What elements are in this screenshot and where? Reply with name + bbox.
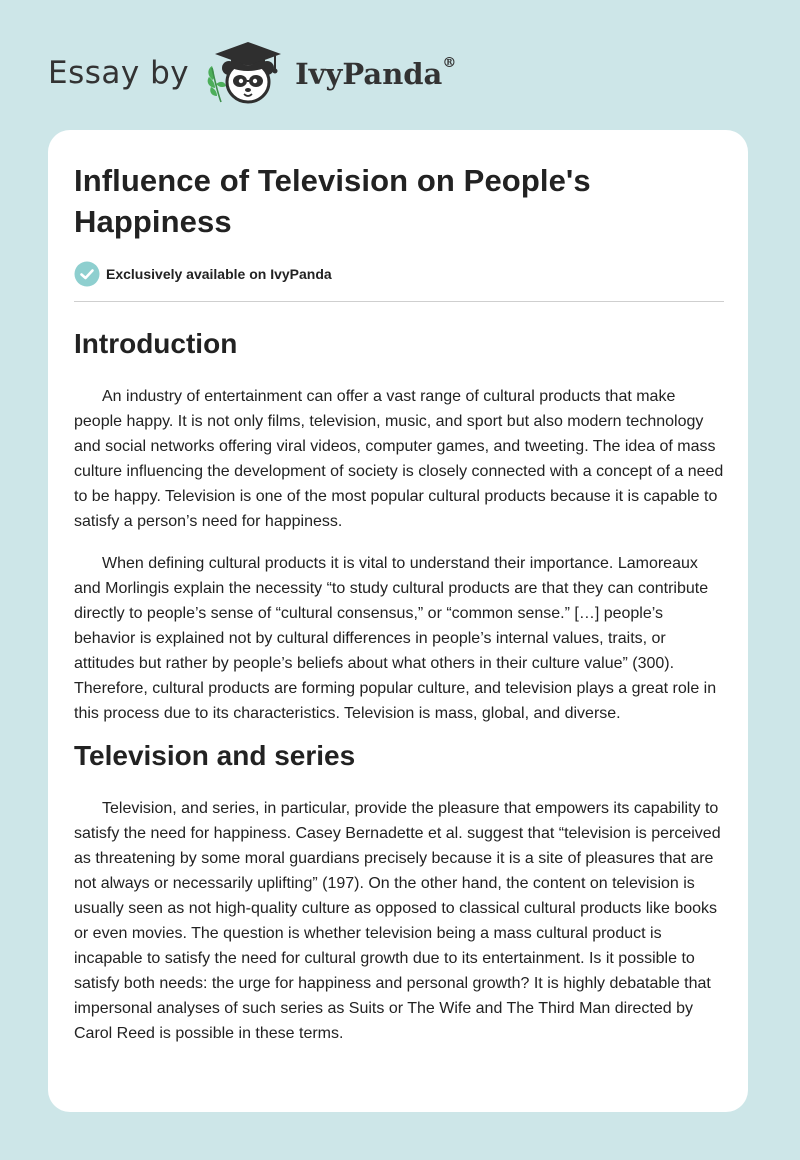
page-title: Influence of Television on People's Happiness [74, 163, 591, 239]
paragraph: When defining cultural products it is vital to understand their importance. Lamoreaux and Morlingis explain the necessity “to study cultural products are that they can contribute directly to people’s sense of “cultural consensus,” or “common sense.” […] people’s behavior is explained not by cultural differences in people’s internal values, traits, or attitudes but rather by people’s beliefs about what others in their culture value” (300). Therefore, cultural products are forming popular culture, and television plays a great role in this process due to its characteristics. Television is mass, global, and diverse. [74, 555, 717, 722]
section-introduction [74, 326, 724, 726]
section-heading: Television and series [74, 740, 356, 771]
essay-by-label: Essay by [48, 55, 190, 91]
section-heading: Introduction [74, 328, 238, 359]
check-circle-icon [74, 261, 100, 287]
exclusive-badge-text: Exclusively available on IvyPanda [106, 266, 332, 282]
title-divider [74, 301, 724, 302]
panda-graduation-cap-icon[interactable] [203, 36, 293, 108]
essay-content [74, 160, 724, 1046]
brand-name[interactable]: IvyPanda® [295, 55, 457, 91]
site-header [48, 36, 456, 108]
section-television-and-series [74, 738, 724, 1046]
essay-card [48, 130, 748, 1112]
paragraph: Television, and series, in particular, provide the pleasure that empowers its capability to satisfy the need for happiness. Casey Bernadette et al. suggest that “television is perceived as threatening by some moral guardians precisely because it is a site of pleasures that are not always or necessarily uplifting” (197). On the other hand, the content on television is usually seen as not high-quality culture as opposed to classical cultural products like books or even movies. The question is whether television being a mass cultural product is incapable to satisfy the need for cultural growth due to its entertainment. Is it possible to satisfy both needs: the urge for happiness and personal growth? It is highly debatable that impersonal analyses of such series as Suits or The Wife and The Third Man directed by Carol Reed is possible in these terms. [74, 800, 721, 1042]
exclusive-badge [74, 260, 724, 288]
paragraph: An industry of entertainment can offer a vast range of cultural products that make people happy. It is not only films, television, music, and sport but also modern technology and social networks offering viral videos, computer games, and tweeting. The idea of mass culture influencing the development of society is closely connected with a concept of a need to be happy. Television is one of the most popular cultural products because it is capable to satisfy a person’s need for happiness. [74, 388, 724, 530]
